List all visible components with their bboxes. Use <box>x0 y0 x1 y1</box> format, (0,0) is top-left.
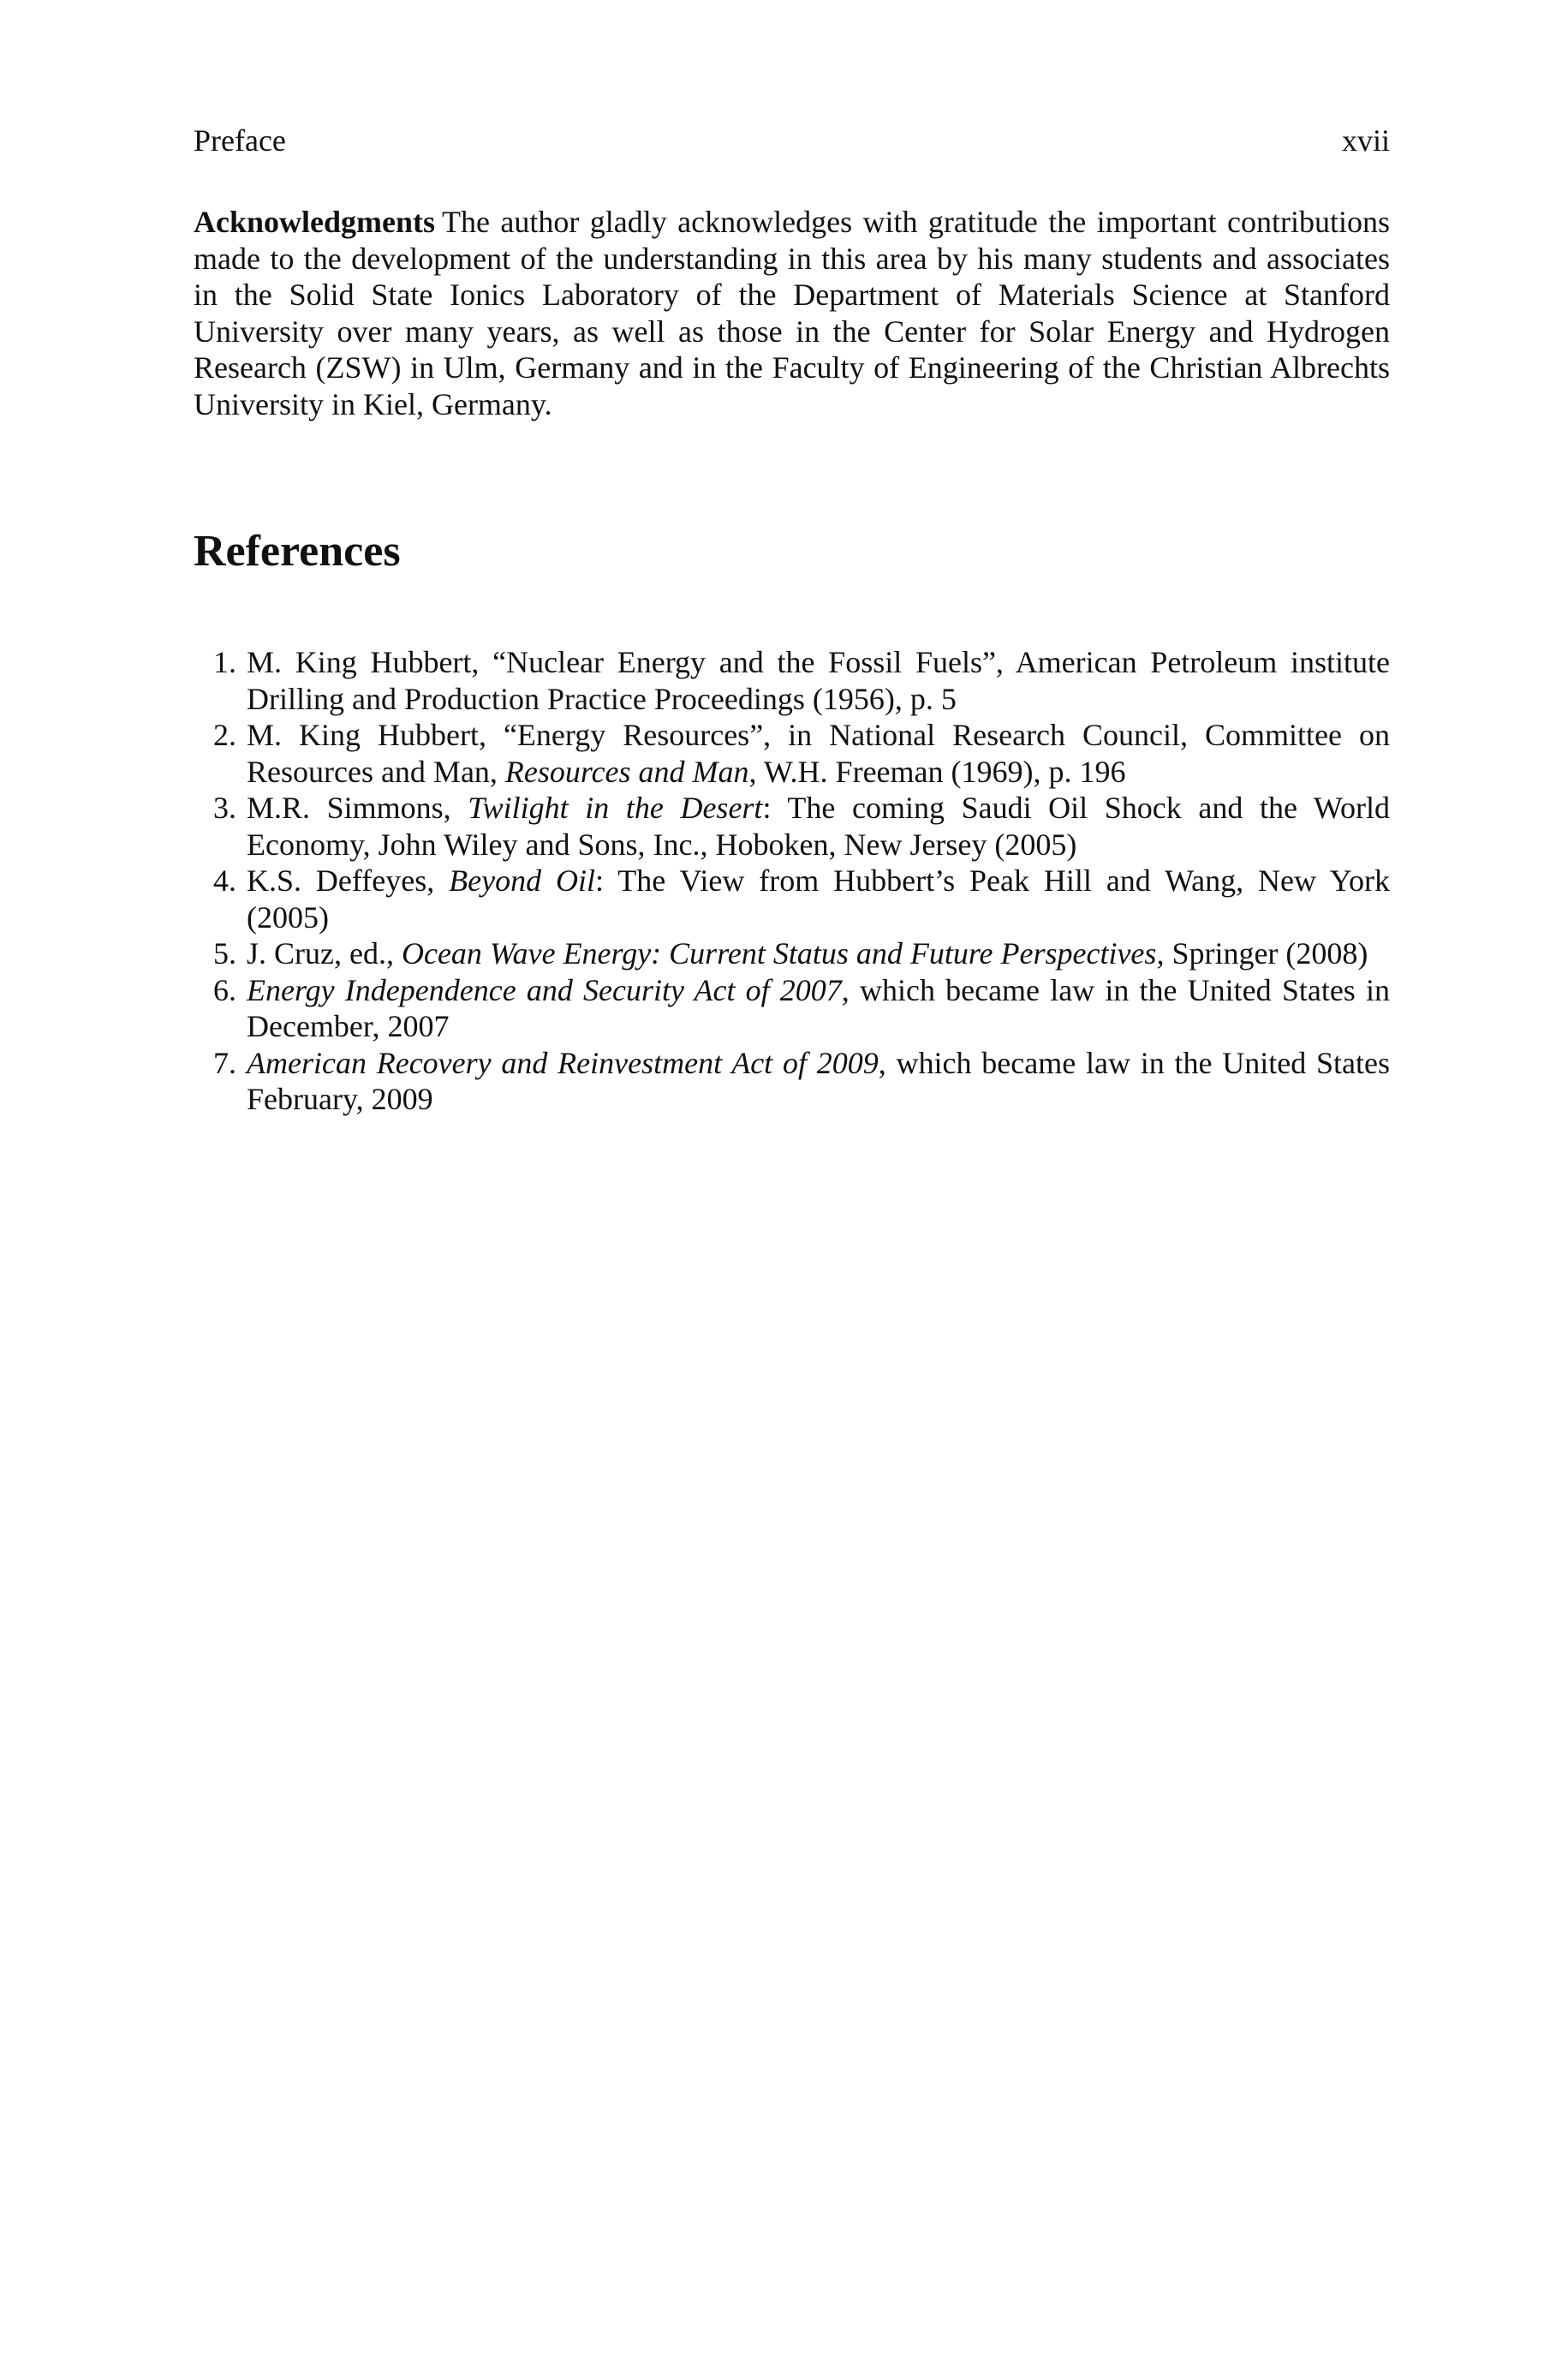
acknowledgments-heading: Acknowledgments <box>194 205 436 239</box>
reference-text-plain: K.S. Deffeyes, <box>247 863 450 898</box>
reference-text-plain-after: , which became law in the United States in December, 2007 <box>247 972 1390 1043</box>
reference-text-plain-after: , Springer (2008) <box>1156 936 1368 971</box>
reference-number: 7. <box>213 1045 236 1080</box>
reference-list <box>194 644 1390 1118</box>
reference-item <box>194 972 1390 1045</box>
reference-text-italic: Resources and Man <box>504 754 749 789</box>
reference-item <box>194 790 1390 863</box>
reference-text <box>247 935 1390 972</box>
reference-text-plain-after: : The coming Saudi Oil Shock and the World Economy, John Wiley and Sons, Inc., Hoboken, New Jersey (2005) <box>247 791 1391 862</box>
page-number: xvii <box>1341 123 1390 158</box>
reference-text <box>247 644 1390 717</box>
acknowledgments-text: The author gladly acknowledges with gratitude the important contributions made to the development of the understanding in this area by his many students and associates in the Solid State Ionics Laboratory of the Department of Materials Science at Stanford University over many years, as well as those in the Center for Solar Energy and Hydrogen Research (ZSW) in Ulm, Germany and in the Faculty of Engineering of the Christian Albrechts University in Kiel, Germany. <box>194 205 1390 421</box>
reference-text <box>247 717 1390 790</box>
reference-number: 6. <box>213 972 236 1007</box>
running-header <box>194 122 1390 159</box>
reference-item <box>194 1045 1390 1118</box>
reference-text-italic: Ocean Wave Energy: Current Status and Future Perspectives <box>401 936 1157 971</box>
reference-item <box>194 644 1390 717</box>
reference-text <box>247 863 1390 935</box>
reference-text-italic: Energy Independence and Security Act of 2007 <box>247 972 842 1007</box>
reference-text-italic: Twilight in the Desert <box>468 791 763 825</box>
reference-item <box>194 935 1390 972</box>
references-heading: References <box>194 527 401 576</box>
reference-text-plain: M. King Hubbert, “Energy Resources”, in National Research Council, Committee on Resources and Man, <box>247 718 1390 789</box>
reference-item <box>194 863 1390 935</box>
reference-text-plain-after: : The View from Hubbert’s Peak Hill and Wang, New York (2005) <box>247 863 1390 935</box>
reference-text-italic: Beyond Oil <box>449 863 595 898</box>
reference-item <box>194 717 1390 790</box>
reference-number: 2. <box>213 718 236 752</box>
reference-text <box>247 972 1390 1045</box>
running-header-title: Preface <box>194 123 286 158</box>
reference-number: 4. <box>213 863 236 898</box>
reference-text-plain: M.R. Simmons, <box>247 791 468 825</box>
reference-number: 5. <box>213 936 236 971</box>
reference-text-italic: American Recovery and Reinvestment Act of 2009 <box>247 1045 879 1080</box>
reference-text <box>247 790 1390 863</box>
reference-text-plain: M. King Hubbert, “Nuclear Energy and the Fossil Fuels”, American Petroleum institute Drilling and Production Practice Proceedings (1956), p. 5 <box>247 645 1390 716</box>
reference-text-plain: J. Cruz, ed., <box>247 936 402 971</box>
reference-number: 3. <box>213 791 236 825</box>
reference-number: 1. <box>213 645 236 679</box>
acknowledgments-paragraph <box>194 204 1390 422</box>
reference-text-plain-after: , W.H. Freeman (1969), p. 196 <box>748 754 1126 789</box>
reference-text-plain-after: , which became law in the United States February, 2009 <box>247 1045 1391 1116</box>
reference-text <box>247 1045 1390 1118</box>
